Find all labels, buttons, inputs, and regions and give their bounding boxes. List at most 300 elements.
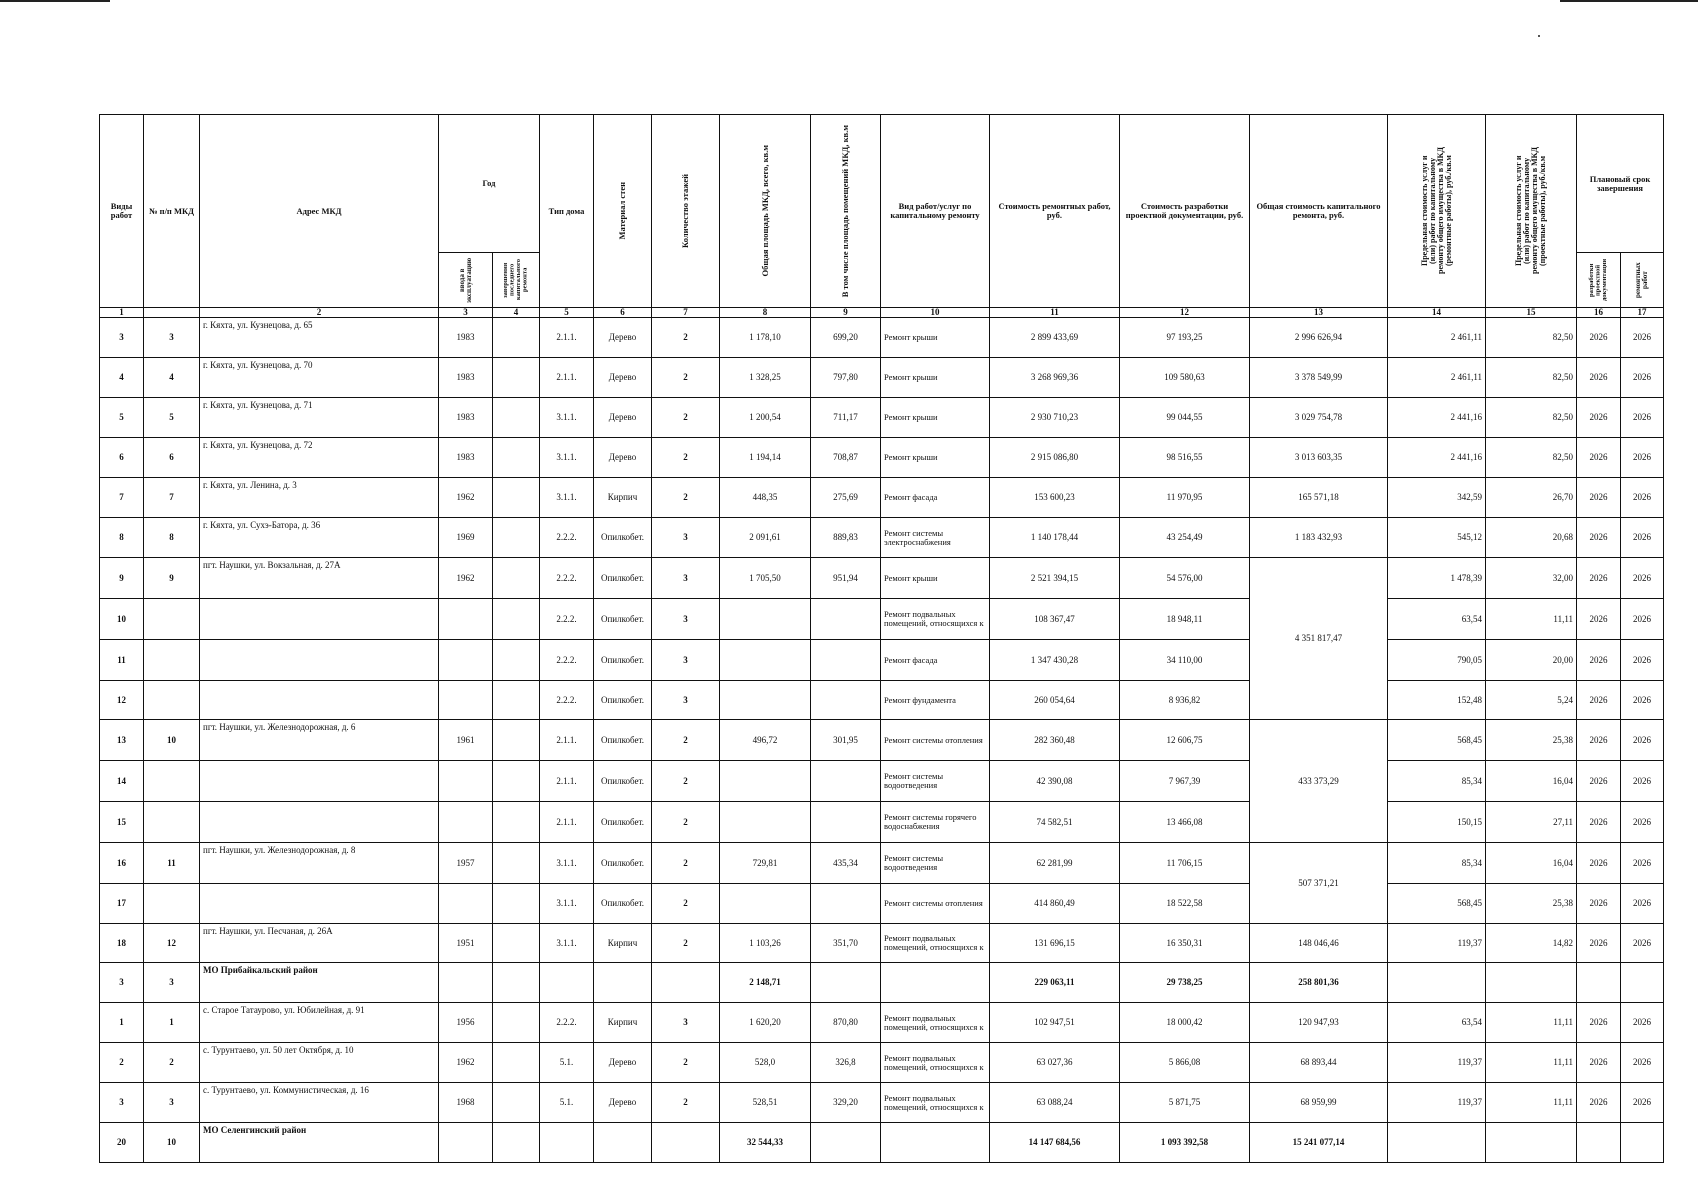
cell-plp: 275,69 — [811, 478, 881, 518]
cell-pl — [720, 761, 811, 802]
cell-d1: 2026 — [1577, 843, 1621, 884]
cell-p2: 20,00 — [1486, 640, 1577, 681]
cell-addr: МО Прибайкальский район — [200, 963, 439, 1003]
header-ploshad-pomesh-text: В том числе площадь помещений МКД, кв.м — [840, 124, 851, 298]
cell-d2: 2026 — [1621, 318, 1664, 358]
cell-p2 — [1486, 1123, 1577, 1163]
cell-et: 2 — [652, 438, 720, 478]
cell-work: Ремонт подвальных помещений, относящихся к — [881, 924, 990, 963]
cell-pl: 1 103,26 — [720, 924, 811, 963]
table-row — [100, 884, 1664, 924]
cell-mat — [594, 963, 652, 1003]
cell-proj: 8 936,82 — [1120, 681, 1250, 720]
header-razrabotka — [1577, 253, 1621, 308]
cell-d1: 2026 — [1577, 599, 1621, 640]
cell-vid: 4 — [100, 358, 144, 398]
cell-pl — [720, 640, 811, 681]
cell-addr: г. Кяхта, ул. Кузнецова, д. 70 — [200, 358, 439, 398]
cell-et — [652, 1123, 720, 1163]
cell-addr — [200, 884, 439, 924]
cell-rem — [493, 640, 540, 681]
cell-et: 2 — [652, 1043, 720, 1083]
cell-addr: г. Кяхта, ул. Кузнецова, д. 65 — [200, 318, 439, 358]
cell-mat: Опилкобет. — [594, 802, 652, 843]
colnum-1b — [144, 308, 200, 318]
cell-rem — [493, 1123, 540, 1163]
cell-proj: 11 706,15 — [1120, 843, 1250, 884]
cell-p2 — [1486, 963, 1577, 1003]
cell-cost: 229 063,11 — [990, 963, 1120, 1003]
cell-d2: 2026 — [1621, 1003, 1664, 1043]
cell-p1 — [1388, 1123, 1486, 1163]
cell-god — [439, 599, 493, 640]
colnum-5: 5 — [540, 308, 594, 318]
cell-cost: 62 281,99 — [990, 843, 1120, 884]
header-ploshad-pomesh — [811, 115, 881, 308]
cell-work: Ремонт системы водоотведения — [881, 843, 990, 884]
cell-plp — [811, 599, 881, 640]
cell-work: Ремонт крыши — [881, 398, 990, 438]
cell-n: 11 — [144, 843, 200, 884]
cell-proj: 1 093 392,58 — [1120, 1123, 1250, 1163]
cell-cost: 153 600,23 — [990, 478, 1120, 518]
cell-d1: 2026 — [1577, 640, 1621, 681]
cell-mat: Опилкобет. — [594, 558, 652, 599]
cell-work: Ремонт системы горячего водоснабжения — [881, 802, 990, 843]
cell-mat: Дерево — [594, 438, 652, 478]
cell-n — [144, 640, 200, 681]
cell-d1 — [1577, 1123, 1621, 1163]
cell-pl: 1 705,50 — [720, 558, 811, 599]
table-row — [100, 358, 1664, 398]
cell-plp: 951,94 — [811, 558, 881, 599]
cell-d1: 2026 — [1577, 924, 1621, 963]
cell-proj: 13 466,08 — [1120, 802, 1250, 843]
cell-tip: 3.1.1. — [540, 884, 594, 924]
header-vid-rabot: Виды работ — [100, 115, 144, 308]
cell-d2 — [1621, 1123, 1664, 1163]
cell-proj: 5 866,08 — [1120, 1043, 1250, 1083]
colnum-1: 1 — [100, 308, 144, 318]
cell-d2: 2026 — [1621, 924, 1664, 963]
cell-d1: 2026 — [1577, 318, 1621, 358]
cell-addr: г. Кяхта, ул. Кузнецова, д. 71 — [200, 398, 439, 438]
cell-d1: 2026 — [1577, 478, 1621, 518]
cell-mat — [594, 1123, 652, 1163]
header-ploshad — [720, 115, 811, 308]
colnum-10: 10 — [881, 308, 990, 318]
cell-total: 258 801,36 — [1250, 963, 1388, 1003]
cell-rem — [493, 1043, 540, 1083]
cell-p1: 119,37 — [1388, 924, 1486, 963]
cell-d2: 2026 — [1621, 1043, 1664, 1083]
cell-rem — [493, 358, 540, 398]
cell-vid: 18 — [100, 924, 144, 963]
cell-n — [144, 884, 200, 924]
cell-addr — [200, 599, 439, 640]
cell-god: 1983 — [439, 398, 493, 438]
header-pred-stoimost-2-text: Предельная стоимость услуг и (или) работ по капитальному ремонту общего имущества в МКД (проектные работы), руб./кв.м — [1514, 147, 1547, 275]
cell-rem — [493, 1003, 540, 1043]
cell-cost: 131 696,15 — [990, 924, 1120, 963]
cell-rem — [493, 398, 540, 438]
cell-plp: 711,17 — [811, 398, 881, 438]
cell-n — [144, 761, 200, 802]
cell-tip: 2.1.1. — [540, 720, 594, 761]
cell-p1 — [1388, 963, 1486, 1003]
cell-n: 3 — [144, 318, 200, 358]
cell-d2: 2026 — [1621, 681, 1664, 720]
cell-rem — [493, 478, 540, 518]
cell-proj: 43 254,49 — [1120, 518, 1250, 558]
cell-tip — [540, 963, 594, 1003]
cell-vid: 1 — [100, 1003, 144, 1043]
cell-addr — [200, 761, 439, 802]
cell-p2: 25,38 — [1486, 884, 1577, 924]
cell-d1: 2026 — [1577, 358, 1621, 398]
cell-d2: 2026 — [1621, 438, 1664, 478]
table-row — [100, 518, 1664, 558]
cell-vid: 8 — [100, 518, 144, 558]
cell-god — [439, 681, 493, 720]
cell-p1: 342,59 — [1388, 478, 1486, 518]
cell-addr — [200, 802, 439, 843]
cell-p1: 2 461,11 — [1388, 318, 1486, 358]
cell-n: 8 — [144, 518, 200, 558]
cell-proj: 5 871,75 — [1120, 1083, 1250, 1123]
cell-addr — [200, 640, 439, 681]
cell-tip — [540, 1123, 594, 1163]
table-row — [100, 1003, 1664, 1043]
cell-rem — [493, 599, 540, 640]
cell-cost: 1 347 430,28 — [990, 640, 1120, 681]
cell-vid: 3 — [100, 1083, 144, 1123]
cell-plp: 797,80 — [811, 358, 881, 398]
cell-pl: 2 148,71 — [720, 963, 811, 1003]
cell-plp: 870,80 — [811, 1003, 881, 1043]
cell-rem — [493, 802, 540, 843]
cell-cost: 2 930 710,23 — [990, 398, 1120, 438]
table-body — [100, 115, 1664, 1163]
header-god-remont-text: завершения последнего капитального ремонта — [502, 259, 529, 301]
cell-total: 507 371,21 — [1250, 843, 1388, 924]
cell-n: 10 — [144, 720, 200, 761]
header-god-vvoda — [439, 253, 493, 308]
cell-work: Ремонт фасада — [881, 478, 990, 518]
cell-cost: 102 947,51 — [990, 1003, 1120, 1043]
cell-work: Ремонт подвальных помещений, относящихся к — [881, 1083, 990, 1123]
table-row — [100, 681, 1664, 720]
header-god-vvoda-text: ввода в эксплуатацию — [457, 257, 473, 303]
cell-p1: 2 441,16 — [1388, 438, 1486, 478]
cell-pl — [720, 884, 811, 924]
cell-work: Ремонт фасада — [881, 640, 990, 681]
cell-mat: Опилкобет. — [594, 843, 652, 884]
cell-p1: 790,05 — [1388, 640, 1486, 681]
cell-work: Ремонт крыши — [881, 318, 990, 358]
cell-total: 68 893,44 — [1250, 1043, 1388, 1083]
cell-plp: 329,20 — [811, 1083, 881, 1123]
cell-god: 1983 — [439, 358, 493, 398]
cell-plp: 435,34 — [811, 843, 881, 884]
cell-plp — [811, 802, 881, 843]
header-stoimost-proekt: Стоимость разработки проектной документации, руб. — [1120, 115, 1250, 308]
cell-vid: 10 — [100, 599, 144, 640]
cell-p2: 11,11 — [1486, 599, 1577, 640]
cell-n: 3 — [144, 1083, 200, 1123]
cell-cost: 1 140 178,44 — [990, 518, 1120, 558]
cell-addr: пгт. Наушки, ул. Песчаная, д. 26А — [200, 924, 439, 963]
colnum-2: 2 — [200, 308, 439, 318]
cell-tip: 2.2.2. — [540, 558, 594, 599]
cell-p2: 14,82 — [1486, 924, 1577, 963]
cell-cost: 74 582,51 — [990, 802, 1120, 843]
cell-n — [144, 802, 200, 843]
cell-pl: 528,51 — [720, 1083, 811, 1123]
cell-cost: 260 054,64 — [990, 681, 1120, 720]
cell-work: Ремонт подвальных помещений, относящихся к — [881, 1043, 990, 1083]
cell-p1: 119,37 — [1388, 1043, 1486, 1083]
cell-pl: 1 178,10 — [720, 318, 811, 358]
cell-et: 3 — [652, 599, 720, 640]
cell-pl — [720, 599, 811, 640]
colnum-14: 14 — [1388, 308, 1486, 318]
cell-mat: Дерево — [594, 358, 652, 398]
cell-plp: 326,8 — [811, 1043, 881, 1083]
header-plan-srok: Плановый срок завершения — [1577, 115, 1664, 253]
header-vid-uslug: Вид работ/услуг по капитальному ремонту — [881, 115, 990, 308]
header-god: Год — [439, 115, 540, 253]
cell-addr: пгт. Наушки, ул. Вокзальная, д. 27А — [200, 558, 439, 599]
cell-d2: 2026 — [1621, 358, 1664, 398]
cell-addr: г. Кяхта, ул. Сухэ-Батора, д. 36 — [200, 518, 439, 558]
cell-rem — [493, 1083, 540, 1123]
cell-et: 2 — [652, 924, 720, 963]
cell-tip: 2.1.1. — [540, 761, 594, 802]
header-pred-stoimost-2 — [1486, 115, 1577, 308]
cell-d2: 2026 — [1621, 761, 1664, 802]
cell-tip: 3.1.1. — [540, 398, 594, 438]
cell-god: 1962 — [439, 478, 493, 518]
cell-total: 68 959,99 — [1250, 1083, 1388, 1123]
cell-p2: 82,50 — [1486, 438, 1577, 478]
cell-tip: 2.2.2. — [540, 640, 594, 681]
table-row — [100, 924, 1664, 963]
header-remont — [1621, 253, 1664, 308]
cell-pl: 1 200,54 — [720, 398, 811, 438]
cell-d1: 2026 — [1577, 558, 1621, 599]
cell-d1: 2026 — [1577, 1083, 1621, 1123]
cell-proj: 11 970,95 — [1120, 478, 1250, 518]
cell-addr: пгт. Наушки, ул. Железнодорожная, д. 6 — [200, 720, 439, 761]
header-ploshad-text: Общая площадь МКД, всего, кв.м — [759, 145, 770, 277]
header-remont-text: ремонтных работ — [1634, 262, 1649, 298]
cell-p2: 11,11 — [1486, 1043, 1577, 1083]
colnum-8: 8 — [720, 308, 811, 318]
cell-n — [144, 599, 200, 640]
cell-p2: 26,70 — [1486, 478, 1577, 518]
cell-et: 3 — [652, 558, 720, 599]
cell-et: 2 — [652, 720, 720, 761]
cell-cost: 414 860,49 — [990, 884, 1120, 924]
cell-cost: 2 899 433,69 — [990, 318, 1120, 358]
cell-vid: 6 — [100, 438, 144, 478]
cell-total: 3 378 549,99 — [1250, 358, 1388, 398]
cell-n: 6 — [144, 438, 200, 478]
cell-d2: 2026 — [1621, 518, 1664, 558]
table-row — [100, 761, 1664, 802]
cell-d1: 2026 — [1577, 761, 1621, 802]
header-etazhi-text: Количество этажей — [680, 174, 691, 248]
cell-plp: 708,87 — [811, 438, 881, 478]
cell-god — [439, 802, 493, 843]
cell-addr: МО Селенгинский район — [200, 1123, 439, 1163]
cell-plp — [811, 640, 881, 681]
cell-p2: 20,68 — [1486, 518, 1577, 558]
cell-et: 2 — [652, 1083, 720, 1123]
cell-rem — [493, 761, 540, 802]
cell-d2: 2026 — [1621, 558, 1664, 599]
cell-proj: 18 000,42 — [1120, 1003, 1250, 1043]
cell-cost: 63 027,36 — [990, 1043, 1120, 1083]
cell-p2: 25,38 — [1486, 720, 1577, 761]
cell-et: 2 — [652, 358, 720, 398]
colnum-17: 17 — [1621, 308, 1664, 318]
table-row — [100, 843, 1664, 884]
cell-addr — [200, 681, 439, 720]
cell-d2: 2026 — [1621, 599, 1664, 640]
cell-tip: 2.1.1. — [540, 358, 594, 398]
cell-rem — [493, 518, 540, 558]
cell-vid: 20 — [100, 1123, 144, 1163]
cell-work — [881, 1123, 990, 1163]
cell-cost: 2 521 394,15 — [990, 558, 1120, 599]
header-etazhi — [652, 115, 720, 308]
cell-god: 1968 — [439, 1083, 493, 1123]
cell-god — [439, 963, 493, 1003]
cell-tip: 2.1.1. — [540, 318, 594, 358]
cell-d1 — [1577, 963, 1621, 1003]
header-tip-doma: Тип дома — [540, 115, 594, 308]
cell-p1: 85,34 — [1388, 761, 1486, 802]
cell-work: Ремонт крыши — [881, 438, 990, 478]
cell-vid: 13 — [100, 720, 144, 761]
cell-mat: Опилкобет. — [594, 518, 652, 558]
cell-tip: 2.1.1. — [540, 802, 594, 843]
cell-plp — [811, 884, 881, 924]
cell-vid: 14 — [100, 761, 144, 802]
cell-p2: 82,50 — [1486, 318, 1577, 358]
cell-mat: Опилкобет. — [594, 720, 652, 761]
cell-work — [881, 963, 990, 1003]
cell-god — [439, 1123, 493, 1163]
cell-mat: Опилкобет. — [594, 884, 652, 924]
cell-pl: 448,35 — [720, 478, 811, 518]
table-row — [100, 318, 1664, 358]
capital-repair-table — [99, 114, 1664, 1163]
cell-proj: 54 576,00 — [1120, 558, 1250, 599]
scan-speck — [1538, 35, 1540, 37]
cell-rem — [493, 884, 540, 924]
colnum-15: 15 — [1486, 308, 1577, 318]
table-row — [100, 802, 1664, 843]
cell-total: 433 373,29 — [1250, 720, 1388, 843]
table-row — [100, 963, 1664, 1003]
cell-god: 1969 — [439, 518, 493, 558]
cell-p1: 545,12 — [1388, 518, 1486, 558]
colnum-11: 11 — [990, 308, 1120, 318]
header-god-remont — [493, 253, 540, 308]
cell-total: 120 947,93 — [1250, 1003, 1388, 1043]
table-row — [100, 398, 1664, 438]
cell-p1: 2 441,16 — [1388, 398, 1486, 438]
cell-proj: 7 967,39 — [1120, 761, 1250, 802]
cell-god: 1962 — [439, 558, 493, 599]
cell-total: 2 996 626,94 — [1250, 318, 1388, 358]
cell-mat: Кирпич — [594, 924, 652, 963]
cell-proj: 18 948,11 — [1120, 599, 1250, 640]
cell-et: 2 — [652, 802, 720, 843]
cell-d2: 2026 — [1621, 640, 1664, 681]
cell-p2: 16,04 — [1486, 843, 1577, 884]
cell-vid: 9 — [100, 558, 144, 599]
header-pred-stoimost-1 — [1388, 115, 1486, 308]
cell-pl: 528,0 — [720, 1043, 811, 1083]
cell-proj: 109 580,63 — [1120, 358, 1250, 398]
cell-total: 165 571,18 — [1250, 478, 1388, 518]
cell-et: 2 — [652, 478, 720, 518]
cell-mat: Дерево — [594, 318, 652, 358]
cell-plp: 889,83 — [811, 518, 881, 558]
cell-rem — [493, 438, 540, 478]
cell-pl: 729,81 — [720, 843, 811, 884]
cell-et — [652, 963, 720, 1003]
colnum-13: 13 — [1250, 308, 1388, 318]
cell-mat: Дерево — [594, 1043, 652, 1083]
table-row — [100, 478, 1664, 518]
cell-total: 15 241 077,14 — [1250, 1123, 1388, 1163]
cell-proj: 29 738,25 — [1120, 963, 1250, 1003]
cell-d1: 2026 — [1577, 438, 1621, 478]
cell-tip: 2.2.2. — [540, 1003, 594, 1043]
cell-n: 1 — [144, 1003, 200, 1043]
cell-plp: 301,95 — [811, 720, 881, 761]
cell-p2: 5,24 — [1486, 681, 1577, 720]
header-obshaya-stoimost: Общая стоимость капитального ремонта, руб. — [1250, 115, 1388, 308]
cell-mat: Кирпич — [594, 478, 652, 518]
cell-n: 12 — [144, 924, 200, 963]
cell-p2: 32,00 — [1486, 558, 1577, 599]
cell-rem — [493, 318, 540, 358]
colnum-6: 6 — [594, 308, 652, 318]
cell-et: 2 — [652, 761, 720, 802]
cell-et: 3 — [652, 1003, 720, 1043]
cell-pl: 1 328,25 — [720, 358, 811, 398]
cell-rem — [493, 963, 540, 1003]
cell-cost: 42 390,08 — [990, 761, 1120, 802]
cell-p2: 82,50 — [1486, 398, 1577, 438]
scan-edge-mark — [0, 0, 110, 2]
header-adres: Адрес МКД — [200, 115, 439, 308]
cell-plp — [811, 681, 881, 720]
cell-god: 1957 — [439, 843, 493, 884]
cell-p1: 85,34 — [1388, 843, 1486, 884]
cell-rem — [493, 558, 540, 599]
cell-total: 1 183 432,93 — [1250, 518, 1388, 558]
cell-n: 7 — [144, 478, 200, 518]
cell-d2: 2026 — [1621, 843, 1664, 884]
cell-total: 4 351 817,47 — [1250, 558, 1388, 720]
